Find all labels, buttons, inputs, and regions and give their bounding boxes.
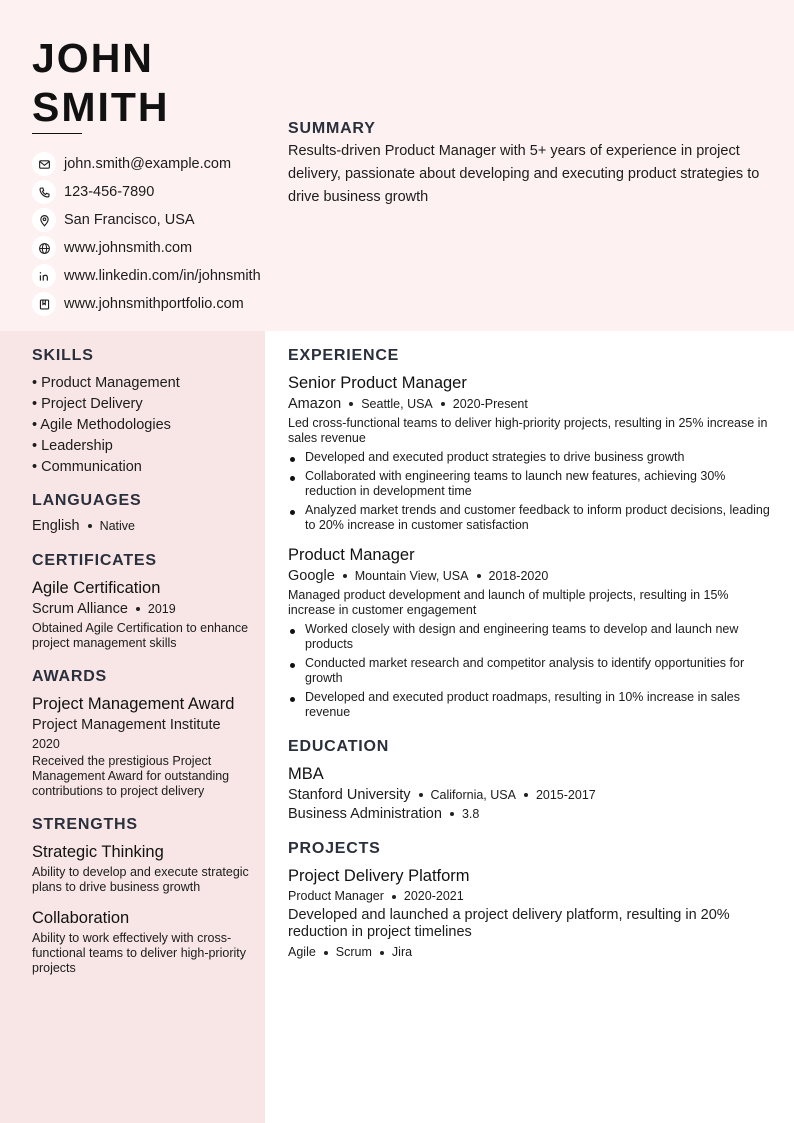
- project-role: Product Manager: [288, 889, 384, 903]
- contact-location: [32, 206, 277, 234]
- project-tool: Agile: [288, 945, 316, 959]
- certificates-heading: CERTIFICATES: [32, 552, 157, 569]
- separator-dot: [380, 951, 384, 955]
- job-bullets: [288, 450, 773, 533]
- skills-heading: SKILLS: [32, 347, 94, 364]
- contact-website-text: www.johnsmith.com: [64, 240, 193, 256]
- separator-dot: [524, 793, 528, 797]
- contact-phone[interactable]: [32, 178, 277, 206]
- skill-item: • Project Delivery: [32, 396, 143, 412]
- separator-dot: [136, 607, 140, 611]
- job-location: Mountain View, USA: [354, 569, 469, 583]
- projects-heading: PROJECTS: [288, 840, 381, 857]
- job-bullet: Developed and executed product strategies to drive business growth: [288, 450, 773, 465]
- separator-dot: [88, 524, 92, 528]
- contact-phone-text: 123-456-7890: [64, 184, 155, 200]
- name-divider: [32, 133, 82, 134]
- award-year: 2020: [32, 737, 60, 751]
- job-title: Senior Product Manager: [288, 374, 467, 392]
- job-bullet: Collaborated with engineering teams to launch new features, achieving 30% reduction in development time: [288, 469, 773, 499]
- separator-dot: [441, 402, 445, 406]
- summary-text: Results-driven Product Manager with 5+ years of experience in project delivery, passionate about developing and executing product strategies to drive business growth: [288, 143, 760, 205]
- languages-section: [32, 492, 257, 534]
- contact-portfolio-text: www.johnsmithportfolio.com: [64, 296, 244, 312]
- project-meta: [288, 889, 773, 903]
- language-item: [32, 518, 257, 534]
- job-bullet: Worked closely with design and engineering teams to develop and launch new products: [288, 622, 773, 652]
- separator-dot: [349, 402, 353, 406]
- projects-section: [288, 840, 773, 959]
- certificate-issuer: Scrum Alliance: [32, 601, 128, 617]
- job-location: Seattle, USA: [361, 397, 433, 411]
- strength-name: Collaboration: [32, 909, 130, 927]
- first-name: JOHN: [32, 35, 154, 81]
- summary-heading: SUMMARY: [288, 120, 376, 137]
- location-icon: [32, 208, 56, 232]
- strength-name: Strategic Thinking: [32, 843, 164, 861]
- separator-dot: [450, 812, 454, 816]
- job-bullets: [288, 622, 773, 720]
- project-description: Developed and launched a project delivery platform, resulting in 20% reduction in project timelines: [288, 907, 730, 940]
- award-description: Received the prestigious Project Management Award for outstanding contributions to project delivery: [32, 754, 230, 798]
- job-summary: Managed product development and launch of multiple projects, resulting in 15% increase in customer engagement: [288, 588, 729, 617]
- education-school: Stanford University: [288, 787, 411, 803]
- education-gpa: 3.8: [461, 807, 480, 821]
- skill-item: • Communication: [32, 459, 142, 475]
- separator-dot: [477, 574, 481, 578]
- strengths-section: [32, 816, 257, 976]
- contact-email-text: john.smith@example.com: [64, 156, 232, 172]
- summary-section: [288, 120, 773, 209]
- experience-heading: EXPERIENCE: [288, 347, 400, 364]
- languages-heading: LANGUAGES: [32, 492, 142, 509]
- education-dates: 2015-2017: [535, 788, 596, 802]
- contact-linkedin[interactable]: [32, 262, 277, 290]
- candidate-name: [32, 34, 170, 132]
- contact-website[interactable]: [32, 234, 277, 262]
- skill-item: • Product Management: [32, 375, 180, 391]
- linkedin-icon: [32, 264, 56, 288]
- job-entry: [288, 373, 773, 533]
- project-tool: Scrum: [335, 945, 372, 959]
- language-level: Native: [99, 519, 135, 533]
- awards-heading: AWARDS: [32, 668, 108, 685]
- certificate-year: 2019: [147, 602, 176, 616]
- education-field-row: [288, 806, 773, 822]
- language-name: English: [32, 518, 80, 534]
- award-name: Project Management Award: [32, 695, 235, 713]
- education-location: California, USA: [430, 788, 516, 802]
- contact-email[interactable]: [32, 150, 277, 178]
- job-dates: 2020-Present: [452, 397, 528, 411]
- globe-icon: [32, 236, 56, 260]
- project-dates: 2020-2021: [403, 889, 464, 903]
- strength-description: Ability to develop and execute strategic plans to drive business growth: [32, 865, 249, 894]
- separator-dot: [324, 951, 328, 955]
- awards-section: [32, 668, 257, 799]
- job-bullet: Analyzed market trends and customer feedback to inform product decisions, leading to 20% increase in customer satisfaction: [288, 503, 773, 533]
- job-company: Amazon: [288, 396, 342, 412]
- education-section: [288, 738, 773, 822]
- job-title: Product Manager: [288, 546, 415, 564]
- strength-description: Ability to work effectively with cross-functional teams to deliver high-priority projects: [32, 931, 246, 975]
- skill-item: • Leadership: [32, 438, 113, 454]
- job-bullet: Conducted market research and competitor analysis to identify opportunities for growth: [288, 656, 773, 686]
- job-company: Google: [288, 568, 335, 584]
- separator-dot: [419, 793, 423, 797]
- phone-icon: [32, 180, 56, 204]
- job-meta: [288, 568, 773, 584]
- award-issuer: Project Management Institute: [32, 717, 221, 733]
- job-entry: [288, 545, 773, 720]
- contact-portfolio[interactable]: [32, 290, 277, 318]
- skill-item: • Agile Methodologies: [32, 417, 171, 433]
- separator-dot: [343, 574, 347, 578]
- job-summary: Led cross-functional teams to deliver high-priority projects, resulting in 25% increase in sales revenue: [288, 416, 768, 445]
- education-field: Business Administration: [288, 806, 442, 822]
- experience-section: [288, 347, 773, 720]
- project-tool: Jira: [391, 945, 413, 959]
- certificate-description: Obtained Agile Certification to enhance project management skills: [32, 621, 249, 650]
- separator-dot: [392, 895, 396, 899]
- project-name: Project Delivery Platform: [288, 867, 470, 885]
- education-meta: [288, 787, 773, 803]
- job-meta: [288, 396, 773, 412]
- certificates-section: [32, 552, 257, 651]
- contact-linkedin-text: www.linkedin.com/in/johnsmith: [64, 268, 261, 284]
- sidebar-content: [32, 347, 257, 976]
- main-content: [288, 347, 773, 959]
- contact-list: [32, 150, 277, 318]
- job-dates: 2018-2020: [488, 569, 549, 583]
- mail-icon: [32, 152, 56, 176]
- skills-section: [32, 347, 257, 478]
- job-bullet: Developed and executed product roadmaps, resulting in 10% increase in sales revenue: [288, 690, 773, 720]
- portfolio-icon: [32, 292, 56, 316]
- certificate-name: Agile Certification: [32, 579, 161, 597]
- project-tools: [288, 945, 773, 959]
- certificate-meta: [32, 601, 257, 618]
- last-name: SMITH: [32, 84, 170, 130]
- strengths-heading: STRENGTHS: [32, 816, 138, 833]
- contact-location-text: San Francisco, USA: [64, 212, 195, 228]
- education-degree: MBA: [288, 765, 324, 783]
- education-heading: EDUCATION: [288, 738, 390, 755]
